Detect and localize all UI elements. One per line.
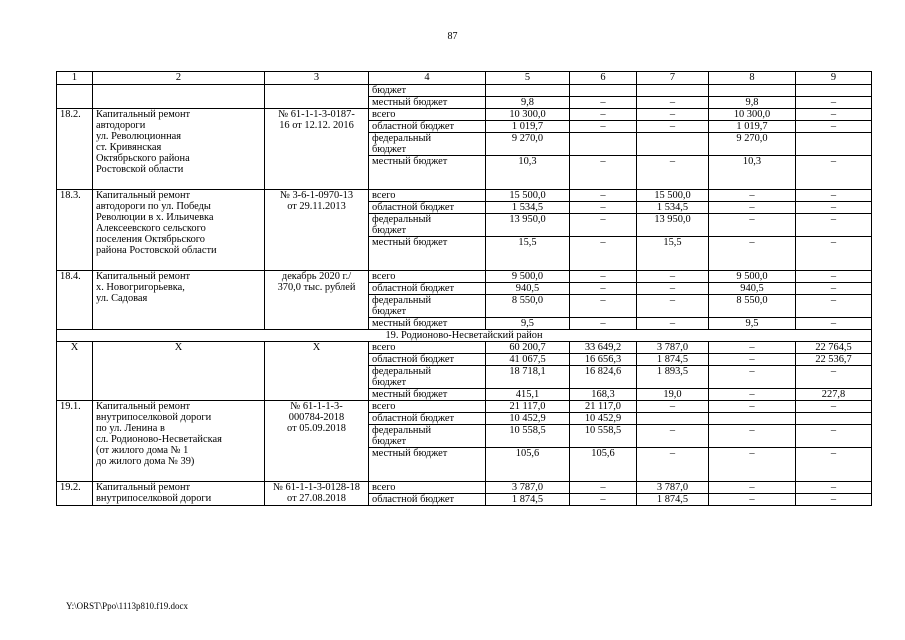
value-cell: 9,5 [486, 318, 570, 330]
item-number: 19.1. [57, 401, 93, 482]
value-cell: – [796, 482, 872, 494]
col-header: 8 [709, 72, 796, 85]
value-cell: 227,8 [796, 389, 872, 401]
value-cell: – [637, 156, 709, 190]
section-row [57, 330, 872, 342]
value-cell: 10 558,5 [570, 425, 637, 448]
value-cell: – [709, 366, 796, 389]
col-header: 4 [369, 72, 486, 85]
value-cell: – [637, 295, 709, 318]
budget-line-label: федеральный бюджет [369, 425, 486, 448]
budget-line-label: всего [369, 401, 486, 413]
value-cell: 1 874,5 [637, 354, 709, 366]
table-row [57, 482, 872, 494]
value-cell: 22 536,7 [796, 354, 872, 366]
budget-line-label: местный бюджет [369, 389, 486, 401]
value-cell: 9,8 [486, 97, 570, 109]
value-cell: 940,5 [486, 283, 570, 295]
value-cell: – [796, 318, 872, 330]
col-header: 7 [637, 72, 709, 85]
value-cell: 10 558,5 [486, 425, 570, 448]
value-cell: – [709, 202, 796, 214]
value-cell: 9 270,0 [709, 133, 796, 156]
item-document: № 61-1-1-3- 000784-2018 от 05.09.2018 [265, 401, 369, 482]
value-cell: 3 787,0 [637, 342, 709, 354]
value-cell: – [796, 237, 872, 271]
budget-line-label: федеральный бюджет [369, 214, 486, 237]
budget-line-label: областной бюджет [369, 202, 486, 214]
value-cell: 10 300,0 [709, 109, 796, 121]
budget-line-label: федеральный бюджет [369, 295, 486, 318]
value-cell: 10 300,0 [486, 109, 570, 121]
value-cell: – [796, 366, 872, 389]
value-cell: 1 893,5 [637, 366, 709, 389]
value-cell: 1 534,5 [486, 202, 570, 214]
item-name: Капитальный ремонт х. Новогригорьевка, ул. Садовая [93, 271, 265, 330]
value-cell: 1 874,5 [486, 494, 570, 506]
value-cell: – [570, 283, 637, 295]
value-cell: 8 550,0 [709, 295, 796, 318]
item-number: 18.2. [57, 109, 93, 190]
col-header: 1 [57, 72, 93, 85]
table-row [57, 401, 872, 413]
value-cell: – [796, 283, 872, 295]
file-path-footer: Y:\ORST\Ppo\1113p810.f19.docx [66, 601, 189, 611]
table-row [57, 85, 872, 97]
value-cell: – [796, 494, 872, 506]
col-header: 6 [570, 72, 637, 85]
value-cell: 9 500,0 [709, 271, 796, 283]
value-cell: – [570, 494, 637, 506]
value-cell: 13 950,0 [486, 214, 570, 237]
col-header: 5 [486, 72, 570, 85]
table-row [57, 342, 872, 354]
item-document: № 61-1-1-3-0128-18 от 27.08.2018 [265, 482, 369, 506]
value-cell: 3 787,0 [637, 482, 709, 494]
value-cell: 10,3 [709, 156, 796, 190]
value-cell: 940,5 [709, 283, 796, 295]
value-cell: 9 270,0 [486, 133, 570, 156]
budget-line-label: областной бюджет [369, 494, 486, 506]
value-cell: – [637, 283, 709, 295]
value-cell: – [796, 214, 872, 237]
budget-line-label: местный бюджет [369, 318, 486, 330]
value-cell: – [796, 97, 872, 109]
value-cell: – [796, 425, 872, 448]
budget-line-label: местный бюджет [369, 156, 486, 190]
item-number: Х [57, 342, 93, 401]
item-number: 18.3. [57, 190, 93, 271]
item-name: Х [93, 342, 265, 401]
value-cell: 15 500,0 [486, 190, 570, 202]
value-cell: 8 550,0 [486, 295, 570, 318]
value-cell: – [570, 202, 637, 214]
value-cell: 1 019,7 [486, 121, 570, 133]
value-cell: 415,1 [486, 389, 570, 401]
value-cell: – [570, 109, 637, 121]
value-cell: – [709, 482, 796, 494]
value-cell [796, 133, 872, 156]
table-row [57, 271, 872, 283]
item-document: № 61-1-1-3-0187- 16 от 12.12. 2016 [265, 109, 369, 190]
value-cell: 15 500,0 [637, 190, 709, 202]
value-cell: – [637, 425, 709, 448]
value-cell: 1 019,7 [709, 121, 796, 133]
item-number: 19.2. [57, 482, 93, 506]
item-name: Капитальный ремонт автодороги ул. Революционная ст. Кривянская Октябрьского района Ростовской области [93, 109, 265, 190]
value-cell: – [637, 448, 709, 482]
value-cell [637, 133, 709, 156]
section-title: 19. Родионово-Несветайский район [57, 330, 872, 342]
value-cell: – [570, 156, 637, 190]
value-cell: 168,3 [570, 389, 637, 401]
value-cell: 60 200,7 [486, 342, 570, 354]
value-cell: 3 787,0 [486, 482, 570, 494]
item-name: Капитальный ремонт внутрипоселковой дороги по ул. Ленина в сл. Родионово-Несветайская (от жилого дома № 1 до жилого дома № 39) [93, 401, 265, 482]
value-cell: 18 718,1 [486, 366, 570, 389]
budget-line-label: местный бюджет [369, 237, 486, 271]
value-cell: – [709, 389, 796, 401]
value-cell: 41 067,5 [486, 354, 570, 366]
value-cell [637, 413, 709, 425]
value-cell: 1 534,5 [637, 202, 709, 214]
value-cell: 22 764,5 [796, 342, 872, 354]
value-cell: 10,3 [486, 156, 570, 190]
value-cell: – [709, 401, 796, 413]
budget-line-label: областной бюджет [369, 413, 486, 425]
value-cell: – [709, 354, 796, 366]
value-cell: 21 117,0 [570, 401, 637, 413]
value-cell: – [570, 237, 637, 271]
value-cell: – [709, 237, 796, 271]
value-cell: – [709, 190, 796, 202]
col-header: 2 [93, 72, 265, 85]
value-cell: 33 649,2 [570, 342, 637, 354]
value-cell: 19,0 [637, 389, 709, 401]
value-cell: – [796, 109, 872, 121]
value-cell: – [637, 97, 709, 109]
value-cell: 13 950,0 [637, 214, 709, 237]
value-cell: – [796, 401, 872, 413]
table-header-row [57, 72, 872, 85]
budget-table [56, 71, 872, 506]
col-header: 9 [796, 72, 872, 85]
value-cell [709, 413, 796, 425]
item-name: Капитальный ремонт автодороги по ул. Победы Революции в х. Ильичевка Алексеевского сельского поселения Октябрьского района Ростовской области [93, 190, 265, 271]
value-cell: – [637, 121, 709, 133]
budget-line-label: всего [369, 342, 486, 354]
value-cell: 15,5 [637, 237, 709, 271]
budget-line-label: всего [369, 109, 486, 121]
value-cell: – [637, 271, 709, 283]
value-cell: 21 117,0 [486, 401, 570, 413]
col-header: 3 [265, 72, 369, 85]
item-document: декабрь 2020 г./ 370,0 тыс. рублей [265, 271, 369, 330]
value-cell: – [796, 295, 872, 318]
budget-line-label: всего [369, 482, 486, 494]
value-cell: – [570, 318, 637, 330]
value-cell: 16 656,3 [570, 354, 637, 366]
value-cell: 10 452,9 [570, 413, 637, 425]
budget-line-label: местный бюджет [369, 97, 486, 109]
value-cell: – [637, 109, 709, 121]
value-cell: – [637, 401, 709, 413]
value-cell: 9,5 [709, 318, 796, 330]
value-cell: – [570, 295, 637, 318]
value-cell: – [796, 121, 872, 133]
value-cell: – [796, 202, 872, 214]
item-number: 18.4. [57, 271, 93, 330]
value-cell: 16 824,6 [570, 366, 637, 389]
value-cell: – [709, 342, 796, 354]
budget-line-label: федеральный бюджет [369, 366, 486, 389]
value-cell: – [709, 494, 796, 506]
value-cell: – [570, 214, 637, 237]
budget-line-label: бюджет [369, 85, 486, 97]
value-cell: 1 874,5 [637, 494, 709, 506]
value-cell: – [709, 214, 796, 237]
value-cell: – [796, 156, 872, 190]
value-cell: 9 500,0 [486, 271, 570, 283]
value-cell: 10 452,9 [486, 413, 570, 425]
value-cell: – [570, 271, 637, 283]
value-cell: – [570, 97, 637, 109]
value-cell: – [796, 271, 872, 283]
item-name: Капитальный ремонт внутрипоселковой дороги [93, 482, 265, 506]
item-document: № 3-6-1-0970-13 от 29.11.2013 [265, 190, 369, 271]
value-cell: 9,8 [709, 97, 796, 109]
budget-line-label: всего [369, 271, 486, 283]
budget-line-label: областной бюджет [369, 354, 486, 366]
budget-line-label: областной бюджет [369, 283, 486, 295]
budget-line-label: федеральный бюджет [369, 133, 486, 156]
page-number: 87 [447, 31, 458, 42]
table-row [57, 109, 872, 121]
table-row [57, 190, 872, 202]
value-cell: – [709, 448, 796, 482]
value-cell: 105,6 [486, 448, 570, 482]
budget-line-label: всего [369, 190, 486, 202]
budget-line-label: местный бюджет [369, 448, 486, 482]
value-cell: – [709, 425, 796, 448]
item-document: Х [265, 342, 369, 401]
value-cell: – [637, 318, 709, 330]
value-cell: – [570, 121, 637, 133]
value-cell: – [796, 448, 872, 482]
value-cell: – [570, 482, 637, 494]
value-cell: 105,6 [570, 448, 637, 482]
value-cell [796, 413, 872, 425]
value-cell: – [570, 190, 637, 202]
value-cell: 15,5 [486, 237, 570, 271]
value-cell: – [796, 190, 872, 202]
budget-line-label: областной бюджет [369, 121, 486, 133]
value-cell [570, 133, 637, 156]
